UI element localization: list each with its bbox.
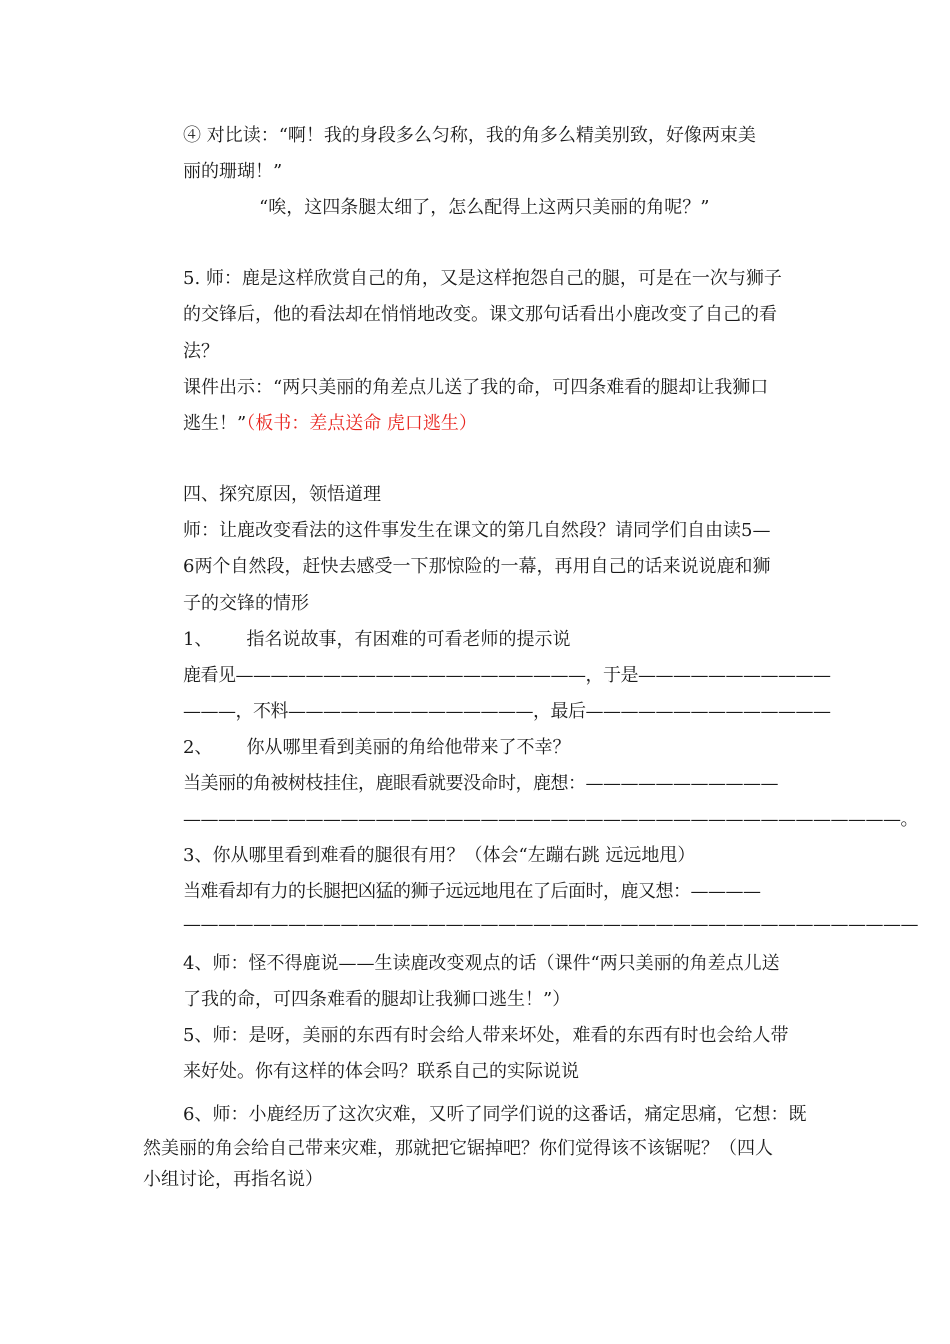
- fill-in-line: —————————————————————————————————————————。: [183, 809, 918, 830]
- list-text: 指名说故事，有困难的可看老师的提示说: [246, 629, 571, 650]
- list-item: [183, 737, 813, 759]
- fill-in-line: ———，不料——————————————，最后——————————————: [183, 701, 831, 722]
- text-line: 丽的珊瑚！”: [183, 161, 283, 182]
- fill-in-line: 鹿看见————————————————————，于是———————————: [183, 665, 831, 686]
- text-line: ④ 对比读：“啊！我的身段多么匀称，我的角多么精美别致，好像两束美: [183, 125, 756, 146]
- text-span: 逃生！”: [183, 413, 247, 434]
- list-item: 3、你从哪里看到难看的腿很有用？（体会“左蹦右跳 远远地甩）: [183, 845, 696, 866]
- text-line: “唉，这四条腿太细了，怎么配得上这两只美丽的角呢？”: [259, 197, 710, 218]
- text-line: 5. 师：鹿是这样欣赏自己的角，又是这样抱怨自己的腿，可是在一次与狮子: [183, 268, 782, 289]
- list-number: 1、: [183, 629, 213, 650]
- section-heading: 四、探究原因，领悟道理: [183, 484, 381, 505]
- text-line: 课件出示：“两只美丽的角差点儿送了我的命，可四条难看的腿却让我狮口: [183, 377, 769, 398]
- text-line: 小组讨论，再指名说）: [143, 1169, 323, 1190]
- text-line: 的交锋后，他的看法却在悄悄地改变。课文那句话看出小鹿改变了自己的看: [183, 304, 777, 325]
- text-line: 然美丽的角会给自己带来灾难，那就把它锯掉吧？你们觉得该不该锯呢？（四人: [143, 1138, 773, 1159]
- list-item: 6、师：小鹿经历了这次灾难，又听了同学们说的这番话，痛定思痛，它想：既: [183, 1104, 807, 1125]
- list-item: 4、师：怪不得鹿说——生读鹿改变观点的话（课件“两只美丽的角差点儿送: [183, 953, 780, 974]
- text-line: 法？: [183, 341, 219, 362]
- text-line: 师：让鹿改变看法的这件事发生在课文的第几自然段？请同学们自由读5—: [183, 520, 771, 541]
- fill-in-line: ——————————————————————————————————————————: [183, 914, 918, 935]
- list-text: 你从哪里看到美丽的角给他带来了不幸？: [246, 737, 571, 758]
- fill-in-line: 当美丽的角被树枝挂住，鹿眼看就要没命时，鹿想：———————————: [183, 773, 778, 794]
- text-line: [183, 413, 813, 435]
- list-item: [183, 629, 813, 651]
- text-line: 子的交锋的情形: [183, 593, 309, 614]
- list-item: 5、师：是呀，美丽的东西有时会给人带来坏处，难看的东西有时也会给人带: [183, 1025, 789, 1046]
- list-number: 2、: [183, 737, 213, 758]
- text-line: 了我的命，可四条难看的腿却让我狮口逃生！”）: [183, 989, 571, 1010]
- text-line: 6两个自然段，赶快去感受一下那惊险的一幕，再用自己的话来说说鹿和狮: [183, 556, 771, 577]
- fill-in-line: 当难看却有力的长腿把凶猛的狮子远远地甩在了后面时，鹿又想：————: [183, 881, 761, 902]
- board-note: （板书：差点送命 虎口逃生）: [246, 413, 477, 434]
- text-line: 来好处。你有这样的体会吗？联系自己的实际说说: [183, 1061, 579, 1082]
